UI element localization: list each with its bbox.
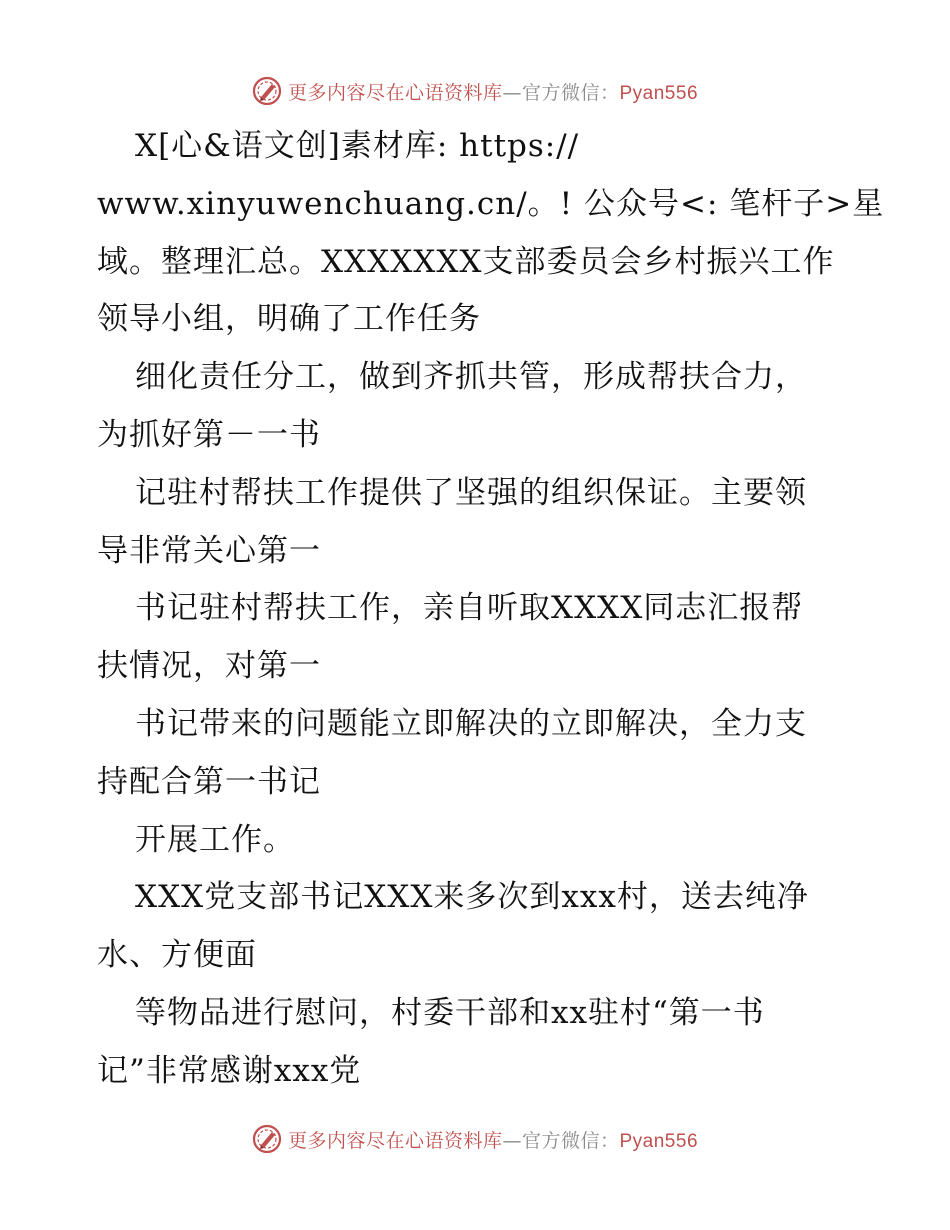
banner-wechat-label: 官方微信： (521, 1129, 620, 1152)
banner-wechat-id: Pyan556 (619, 1130, 699, 1152)
banner-title: 更多内容尽在心语资料库 (287, 1129, 503, 1152)
text-line: 领导小组，明确了工作任务 (97, 301, 481, 338)
text-line: 等物品进行慰问，村委干部和xx驻村“第一书 (135, 994, 765, 1031)
banner-title: 更多内容尽在心语资料库 (287, 81, 503, 104)
text-line: 水、方便面 (97, 937, 257, 974)
text-line: 细化责任分工，做到齐抓共管，形成帮扶合力， (135, 359, 807, 396)
footer-banner (0, 1122, 950, 1156)
banner-text (288, 1126, 698, 1153)
banner-wechat-id: Pyan556 (619, 82, 699, 104)
text-line: X[心&语文创]素材库: https:// (135, 128, 580, 164)
pen-logo-icon (252, 1124, 282, 1154)
text-line: 持配合第一书记 (97, 763, 321, 800)
banner-dash: — (502, 81, 522, 104)
text-line: 书记带来的问题能立即解决的立即解决，全力支 (135, 705, 807, 742)
text-line: www.xinyuwenchuang.cn/。! 公众号<: 笔杆子>星 (97, 185, 885, 222)
text-line: XXX党支部书记XXX来多次到xxx村，送去纯净 (135, 879, 809, 916)
text-line: 为抓好第－一书 (97, 416, 321, 453)
text-line: 导非常关心第一 (97, 532, 321, 569)
banner-wechat-label: 官方微信： (521, 81, 620, 104)
header-banner (0, 74, 950, 108)
banner-dash: — (502, 1129, 522, 1152)
text-line: 记”非常感谢xxx党 (97, 1052, 362, 1089)
banner-text (288, 78, 698, 105)
text-line: 开展工作。 (135, 821, 295, 858)
pen-logo-icon (252, 76, 282, 106)
text-line: 书记驻村帮扶工作，亲自听取XXXX同志汇报帮 (135, 590, 804, 627)
text-line: 扶情况，对第一 (97, 648, 321, 685)
document-body (97, 118, 885, 1101)
text-line: 域。整理汇总。XXXXXXX支部委员会乡村振兴工作 (97, 243, 835, 280)
text-line: 记驻村帮扶工作提供了坚强的组织保证。主要领 (135, 474, 807, 511)
